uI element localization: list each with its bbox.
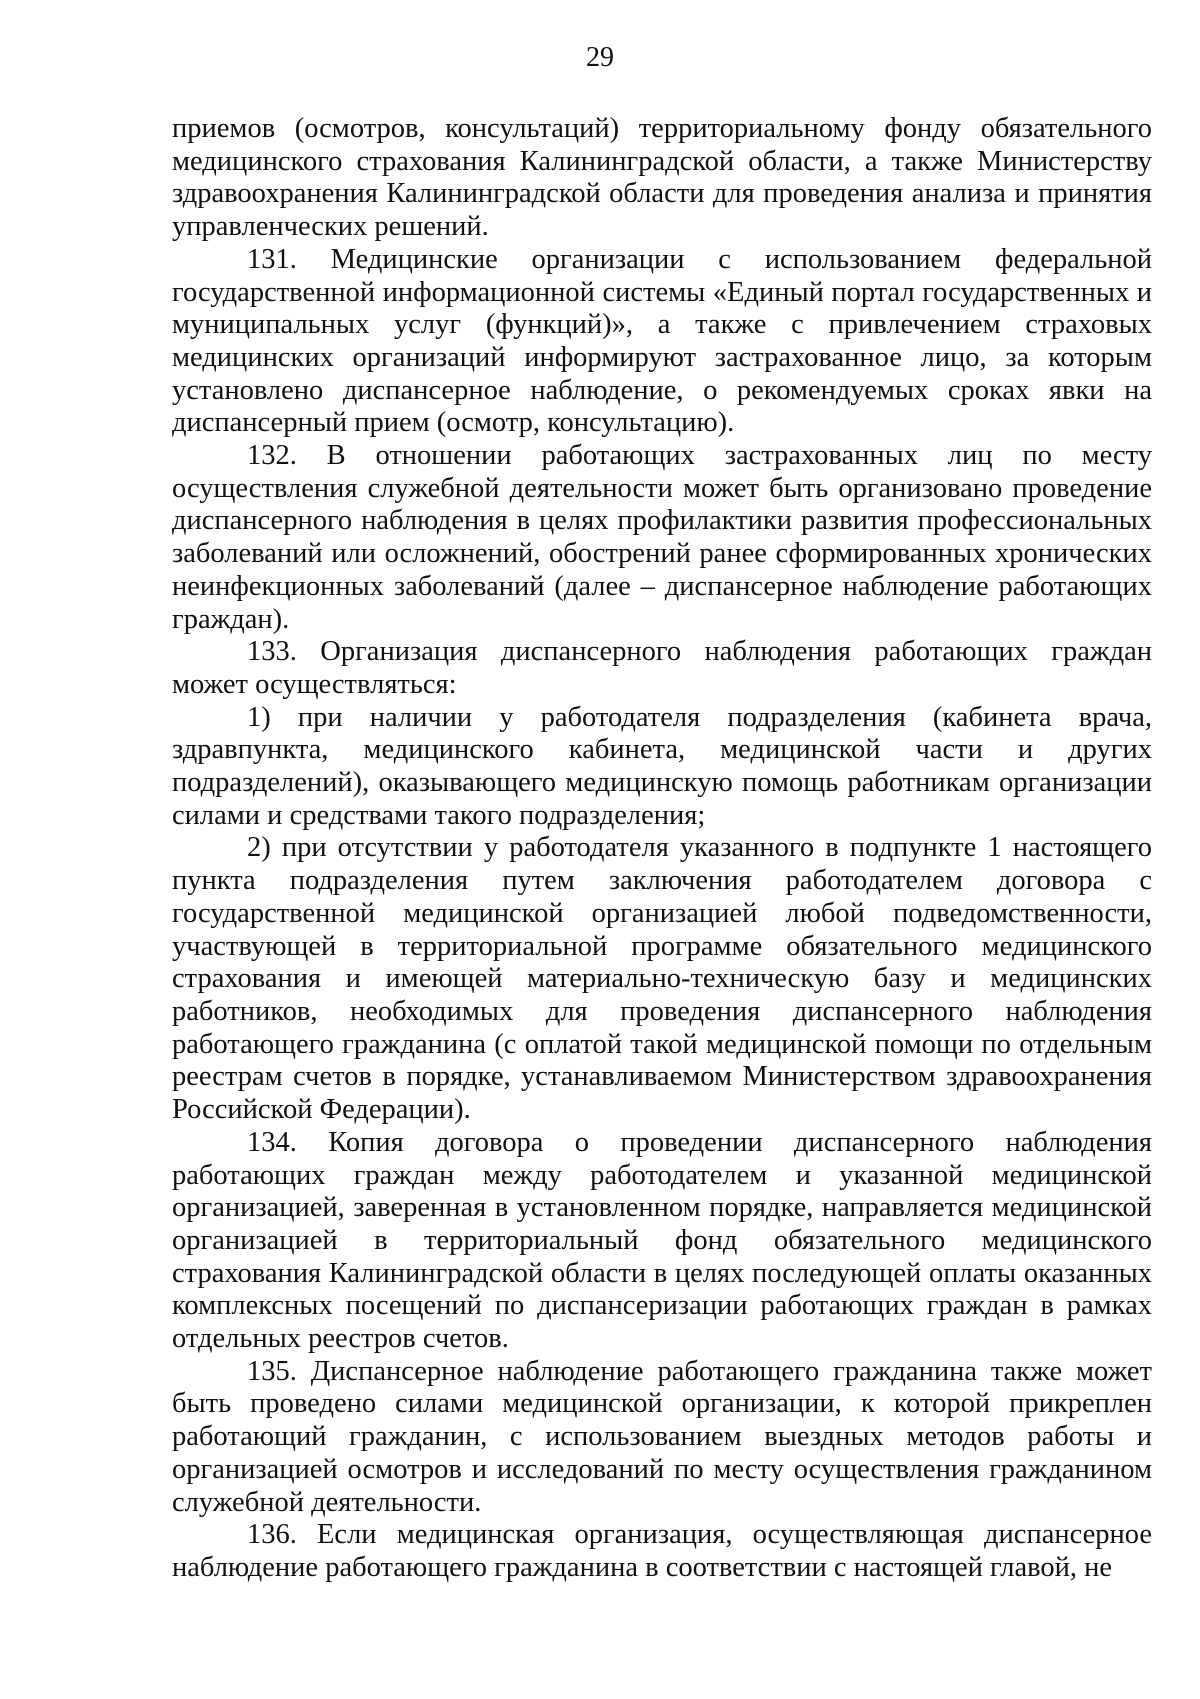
paragraph-134: 134. Копия договора о проведении диспансерного наблюдения работающих граждан между работодателем и указанной медицинской организацией, заверенная в установленном порядке, направляется медицинской организацией в территориальный фонд обязательного медицинского страхования Калининградской области в целях последующей оплаты оказанных комплексных посещений по диспансеризации работающих граждан в рамках отдельных реестров счетов.	[172, 1126, 1152, 1355]
paragraph-continuation: приемов (осмотров, консультаций) территориальному фонду обязательного медицинского страхования Калининградской области, а также Министерству здравоохранения Калининградской области для проведения анализа и принятия управленческих решений.	[172, 113, 1152, 243]
paragraph-131: 131. Медицинские организации с использованием федеральной государственной информационной системы «Единый портал государственных и муниципальных услуг (функций)», а также с привлечением страховых медицинских организаций информируют застрахованное лицо, за которым установлено диспансерное наблюдение, о рекомендуемых сроках явки на диспансерный прием (осмотр, консультацию).	[172, 243, 1152, 439]
paragraph-132: 132. В отношении работающих застрахованных лиц по месту осуществления служебной деятельности может быть организовано проведение диспансерного наблюдения в целях профилактики развития профессиональных заболеваний или осложнений, обострений ранее сформированных хронических неинфекционных заболеваний (далее – диспансерное наблюдение работающих граждан).	[172, 440, 1152, 635]
paragraph-133-item-2: 2) при отсутствии у работодателя указанного в подпункте 1 настоящего пункта подразделения путем заключения работодателем договора с государственной медицинской организацией любой подведомственности, участвующей в территориальной программе обязательного медицинского страхования и имеющей материально-техническую базу и медицинских работников, необходимых для проведения диспансерного наблюдения работающего гражданина (с оплатой такой медицинской помощи по отдельным реестрам счетов в порядке, устанавливаемом Министерством здравоохранения Российской Федерации).	[172, 832, 1152, 1126]
paragraph-133: 133. Организация диспансерного наблюдения работающих граждан может осуществляться:	[172, 636, 1152, 700]
paragraph-135: 135. Диспансерное наблюдение работающего гражданина также может быть проведено силами медицинской организации, к которой прикреплен работающий гражданин, с использованием выездных методов работы и организацией осмотров и исследований по месту осуществления гражданином служебной деятельности.	[172, 1355, 1152, 1518]
paragraph-133-item-1: 1) при наличии у работодателя подразделения (кабинета врача, здравпункта, медицинского кабинета, медицинской части и других подразделений), оказывающего медицинскую помощь работникам организации силами и средствами такого подразделения;	[172, 701, 1152, 831]
page-number: 29	[586, 42, 614, 73]
paragraph-136: 136. Если медицинская организация, осуществляющая диспансерное наблюдение работающего гражданина в соответствии с настоящей главой, не	[172, 1519, 1152, 1583]
document-body	[172, 113, 1152, 1585]
